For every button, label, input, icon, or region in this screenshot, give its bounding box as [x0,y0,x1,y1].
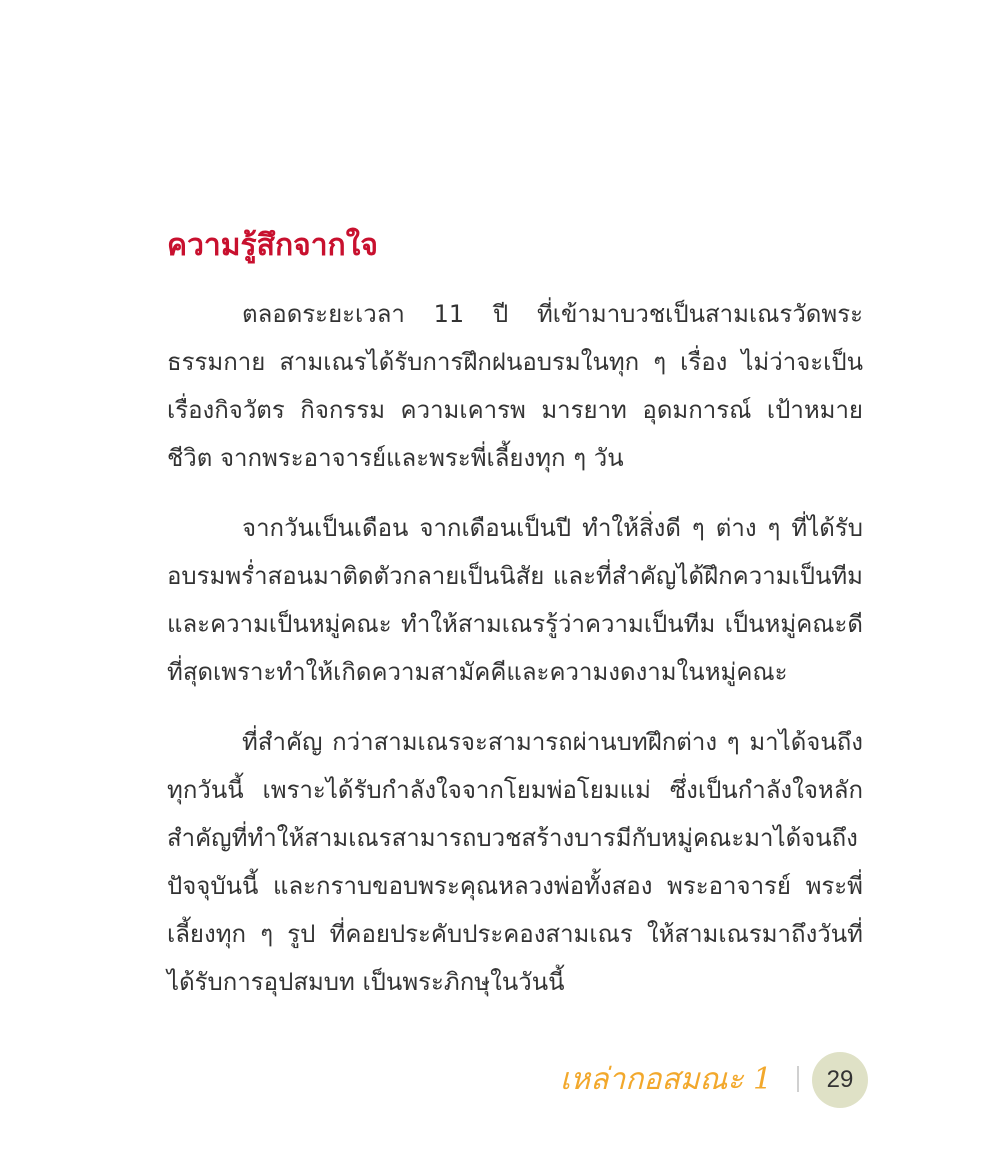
footer-divider [797,1066,799,1092]
paragraph: จากวันเป็นเดือน จากเดือนเป็นปี ทำให้สิ่งดี ๆ ต่าง ๆ ที่ได้รับอบรมพร่ำสอนมาติดตัวกลายเป็นนิสัย และที่สำคัญได้ฝึกความเป็นทีมและความเป็นหมู่คณะ ทำให้สามเณรรู้ว่าความเป็นทีม เป็นหมู่คณะดีที่สุดเพราะทำให้เกิดความสามัคคีและความงดงามในหมู่คณะ [167,514,863,686]
paragraph: ที่สำคัญ กว่าสามเณรจะสามารถผ่านบทฝึกต่าง ๆ มาได้จนถึงทุกวันนี้ เพราะได้รับกำลังใจจากโยมพ่อโยมแม่ ซึ่งเป็นกำลังใจหลักสำคัญที่ทำให้สามเณรสามารถบวชสร้างบารมีกับหมู่คณะมาได้จนถึงปัจจุบันนี้ และกราบขอบพระคุณหลวงพ่อทั้งสอง พระอาจารย์ พระพี่เลี้ยงทุก ๆ รูป ที่คอยประคับประคองสามเณร ให้สามเณรมาถึงวันที่ได้รับการอุปสมบท เป็นพระภิกษุในวันนี้ [167,728,863,996]
page-number-badge [812,1052,868,1108]
book-logo: เหล่ากอสมณะ 1 [560,1062,773,1097]
page-number: 29 [826,1066,854,1093]
article-body [167,290,863,1028]
page-title: ความรู้สึกจากใจ [167,228,378,263]
paragraph: ตลอดระยะเวลา 11 ปี ที่เข้ามาบวชเป็นสามเณรวัดพระธรรมกาย สามเณรได้รับการฝึกฝนอบรมในทุก ๆ เรื่อง ไม่ว่าจะเป็นเรื่องกิจวัตร กิจกรรม ความเคารพ มารยาท อุดมการณ์ เป้าหมายชีวิต จากพระอาจารย์และพระพี่เลี้ยงทุก ๆ วัน [167,300,863,472]
page-footer [560,1052,870,1108]
